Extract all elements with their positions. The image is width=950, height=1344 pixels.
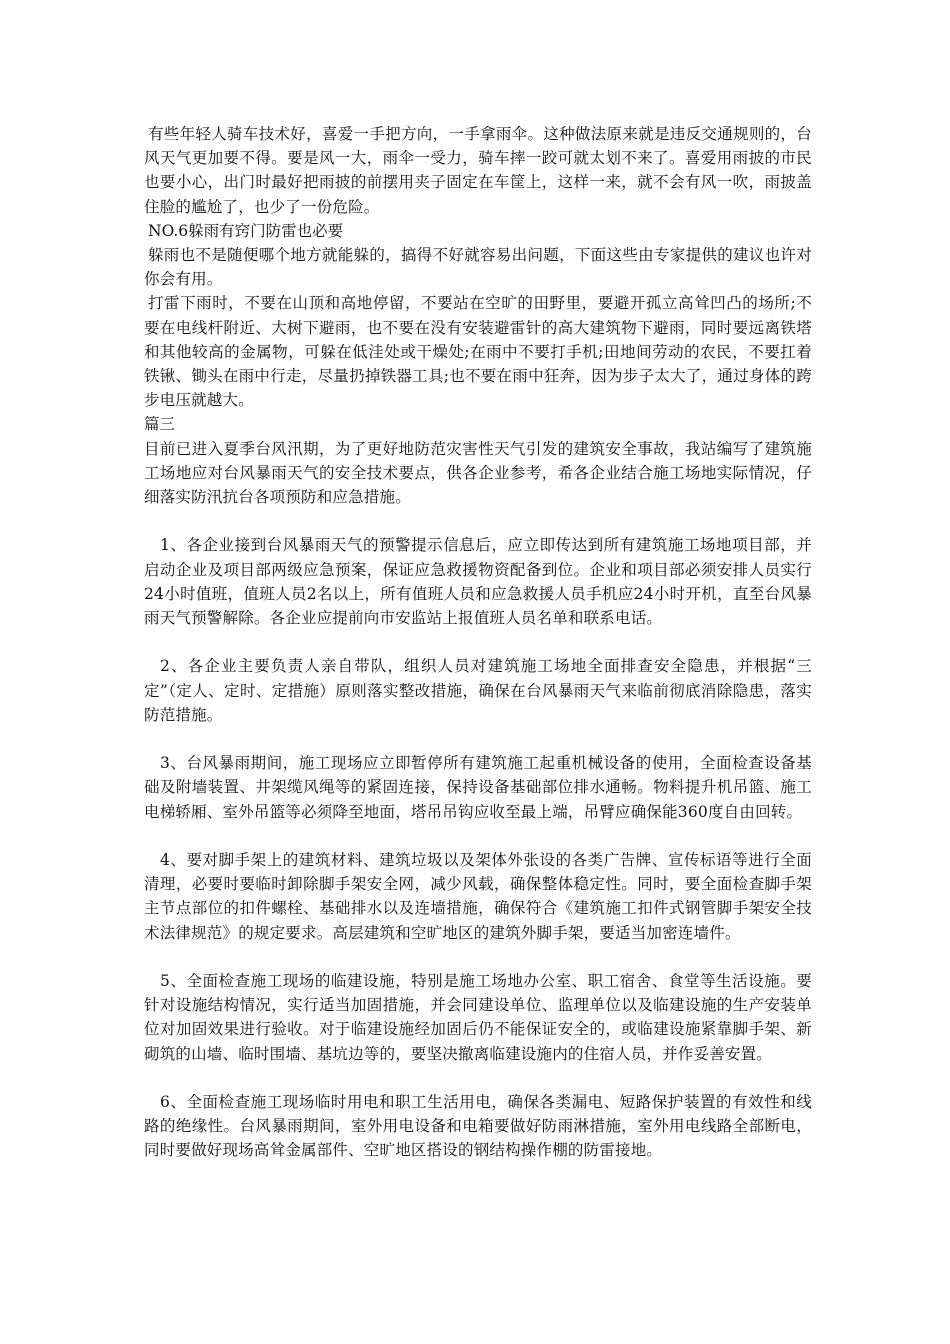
paragraph-shelter-advice: 躲雨也不是随便哪个地方就能躲的，搞得不好就容易出问题，下面这些由专家提供的建议也许对你会有用。 xyxy=(144,246,812,289)
paragraph-bicycle-umbrella: 有些年轻人骑车技术好，喜爱一手把方向，一手拿雨伞。这种做法原来就是违反交通规则的，台风天气更加要不得。要是风一大，雨伞一受力，骑车摔一跤可就太划不来了。喜爱用雨披的市民也要小心，出门时最好把雨披的前摆用夹子固定在车筐上，这样一来，就不会有风一吹，雨披盖住脸的尴尬了，也少了一份危险。 xyxy=(144,125,812,216)
blank-line xyxy=(144,630,812,654)
section-heading-no6: NO.6躲雨有窍门防雷也必要 xyxy=(148,221,344,240)
list-item-1: 1、各企业接到台风暴雨天气的预警提示信息后，应立即传达到所有建筑施工场地项目部，并启动企业及项目部两级应急预案，保证应急救援物资配备到位。企业和项目部必须安排人员实行24小时值班，值班人员2名以上，所有值班人员和应急救援人员手机应24小时开机，直至台风暴雨天气预警解除。各企业应提前向市安监站上报值班人员名单和联系电话。 xyxy=(144,536,812,628)
list-item-4: 4、要对脚手架上的建筑材料、建筑垃圾以及架体外张设的各类广告牌、宣传标语等进行全面清理，必要时要临时卸除脚手架安全网，减少风载，确保整体稳定性。同时，要全面检查脚手架主节点部位的扣件螺栓、基础排水以及连墙措施，确保符合《建筑施工扣件式钢管脚手架安全技术法律规范》的规定要求。高层建筑和空旷地区的建筑外脚手架，要适当加密连墙件。 xyxy=(144,851,812,942)
paragraph-part-intro: 目前已进入夏季台风汛期，为了更好地防范灾害性天气引发的建筑安全事故，我站编写了建筑施工场地应对台风暴雨天气的安全技术要点，供各企业参考，希各企业结合施工场地实际情况，仔细落实防汛抗台各项预防和应急措施。 xyxy=(144,439,812,507)
blank-line xyxy=(144,509,812,533)
blank-line xyxy=(144,727,812,751)
part-heading: 篇三 xyxy=(144,415,176,434)
list-item-5: 5、全面检查施工现场的临建设施，特别是施工场地办公室、职工宿舍、食堂等生活设施。要针对设施结构情况，实行适当加固措施，并会同建设单位、监理单位以及临建设施的生产安装单位对加固效果进行验收。对于临建设施经加固后仍不能保证安全的，或临建设施紧靠脚手架、新砌筑的山墙、临时围墙、基坑边等的，要坚决撤离临建设施内的住宿人员，并作妥善安置。 xyxy=(144,972,812,1063)
document-body xyxy=(144,122,812,1163)
paragraph-lightning-advice: 打雷下雨时，不要在山顶和高地停留，不要站在空旷的田野里，要避开孤立高耸凹凸的场所;不要在电线杆附近、大树下避雨，也不要在没有安装避雷针的高大建筑物下避雨，同时要远离铁塔和其他较高的金属物，可躲在低洼处或干燥处;在雨中不要打手机;田地间劳动的农民，不要扛着铁锹、锄头在雨中行走，尽量扔掉铁器工具;也不要在雨中狂奔，因为步子太大了，通过身体的跨步电压就越大。 xyxy=(144,294,812,410)
list-item-6: 6、全面检查施工现场临时用电和职工生活用电，确保各类漏电、短路保护装置的有效性和线路的绝缘性。台风暴雨期间，室外用电设备和电箱要做好防雨淋措施，室外用电线路全部断电，同时要做好现场高耸金属部件、空旷地区搭设的钢结构操作棚的防雷接地。 xyxy=(144,1093,812,1160)
list-item-2: 2、各企业主要负责人亲自带队，组织人员对建筑施工场地全面排查安全隐患，并根据“三定”（定人、定时、定措施）原则落实整改措施，确保在台风暴雨天气来临前彻底消除隐患，落实防范措施。 xyxy=(144,657,812,724)
blank-line xyxy=(144,824,812,848)
blank-line xyxy=(144,1066,812,1090)
blank-line xyxy=(144,945,812,969)
list-item-3: 3、台风暴雨期间，施工现场应立即暂停所有建筑施工起重机械设备的使用，全面检查设备基础及附墙装置、井架缆风绳等的紧固连接，保持设备基础部位排水通畅。物料提升机吊篮、施工电梯轿厢、室外吊篮等必须降至地面，塔吊吊钩应收至最上端，吊臂应确保能360度自由回转。 xyxy=(144,754,812,821)
